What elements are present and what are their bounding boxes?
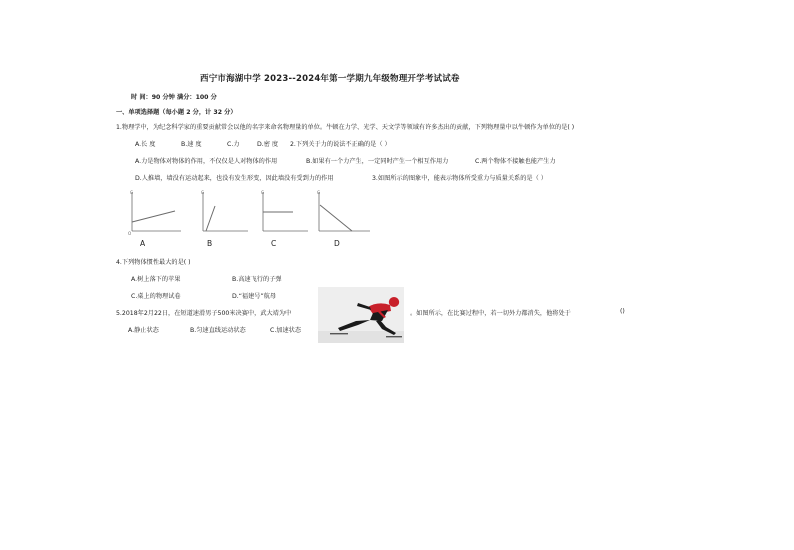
q5-option-b: B.匀速直线运动状态 [190,327,246,334]
answer-blank: () [620,308,625,315]
question-3-stem: 3.如图所示的图象中，能表示物体所受重力与质量关系的是（ ） [372,175,547,182]
q1-option-d: D.密 度 [257,141,279,148]
q1-option-c: C.力 [227,141,240,148]
graph-c-letter: C [271,239,277,248]
q4-option-c: C.桌上的物理试卷 [131,293,181,300]
q5-option-a: A.静止状态 [128,327,159,334]
graph-a-letter: A [140,239,146,248]
q4-option-d: D.“福建号”航母 [232,293,277,300]
q4-option-a: A.树上落下的苹果 [131,276,181,283]
question-5-stem-left: 5.2018年2月22日，在短道速滑男子500米决赛中，武大靖为中 [116,310,292,317]
svg-text:G: G [261,190,265,195]
speed-skater-photo [318,287,404,343]
exam-title: 西宁市海湖中学 2023--2024年第一学期九年级物理开学考试试卷 [200,74,460,84]
q1-option-b: B.速 度 [181,141,202,148]
graph-a [127,188,183,238]
svg-text:G: G [130,190,134,195]
graph-b-letter: B [207,239,213,248]
svg-text:O: O [128,231,132,236]
q1-option-a: A.长 度 [135,141,156,148]
question-2-stem: 2.下列关于力的说法不正确的是（ ） [290,141,391,148]
q2-option-b: B.如果有一个力产生，一定同时产生一个相互作用力 [306,158,449,165]
q4-option-b: B.高速飞行的子弹 [232,276,282,283]
section-heading: 一、单项选择题（每小题 2 分，计 32 分） [116,109,237,116]
svg-text:G: G [201,190,205,195]
question-4-stem: 4.下列物体惯性最大的是( ) [116,259,191,266]
q2-option-c: C.两个物体不接触也能产生力 [475,158,556,165]
exam-info: 时 间：90 分钟 满分：100 分 [131,94,217,101]
question-5-stem-right: 。如图所示，在比赛过程中，若一切外力都消失，他将处于 [410,310,571,317]
graph-d-letter: D [334,239,340,248]
q2-option-a: A.力是物体对物体的作用，不仅仅是人对物体的作用 [135,158,278,165]
graph-d [314,188,372,238]
q5-option-c: C.加速状态 [270,327,302,334]
svg-text:G: G [317,190,321,195]
q2-option-d: D.人推墙，墙没有运动起来，也没有发生形变，因此墙没有受到力的作用 [135,175,334,182]
graph-b [198,188,250,238]
graph-c [258,188,310,238]
question-1-stem: 1.物理学中，为纪念科学家的重要贡献常会以他的名字来命名物理量的单位。牛顿在力学、光学、天文学等领域有许多杰出的贡献，下列物理量中以牛顿作为单位的是( ) [116,124,575,131]
